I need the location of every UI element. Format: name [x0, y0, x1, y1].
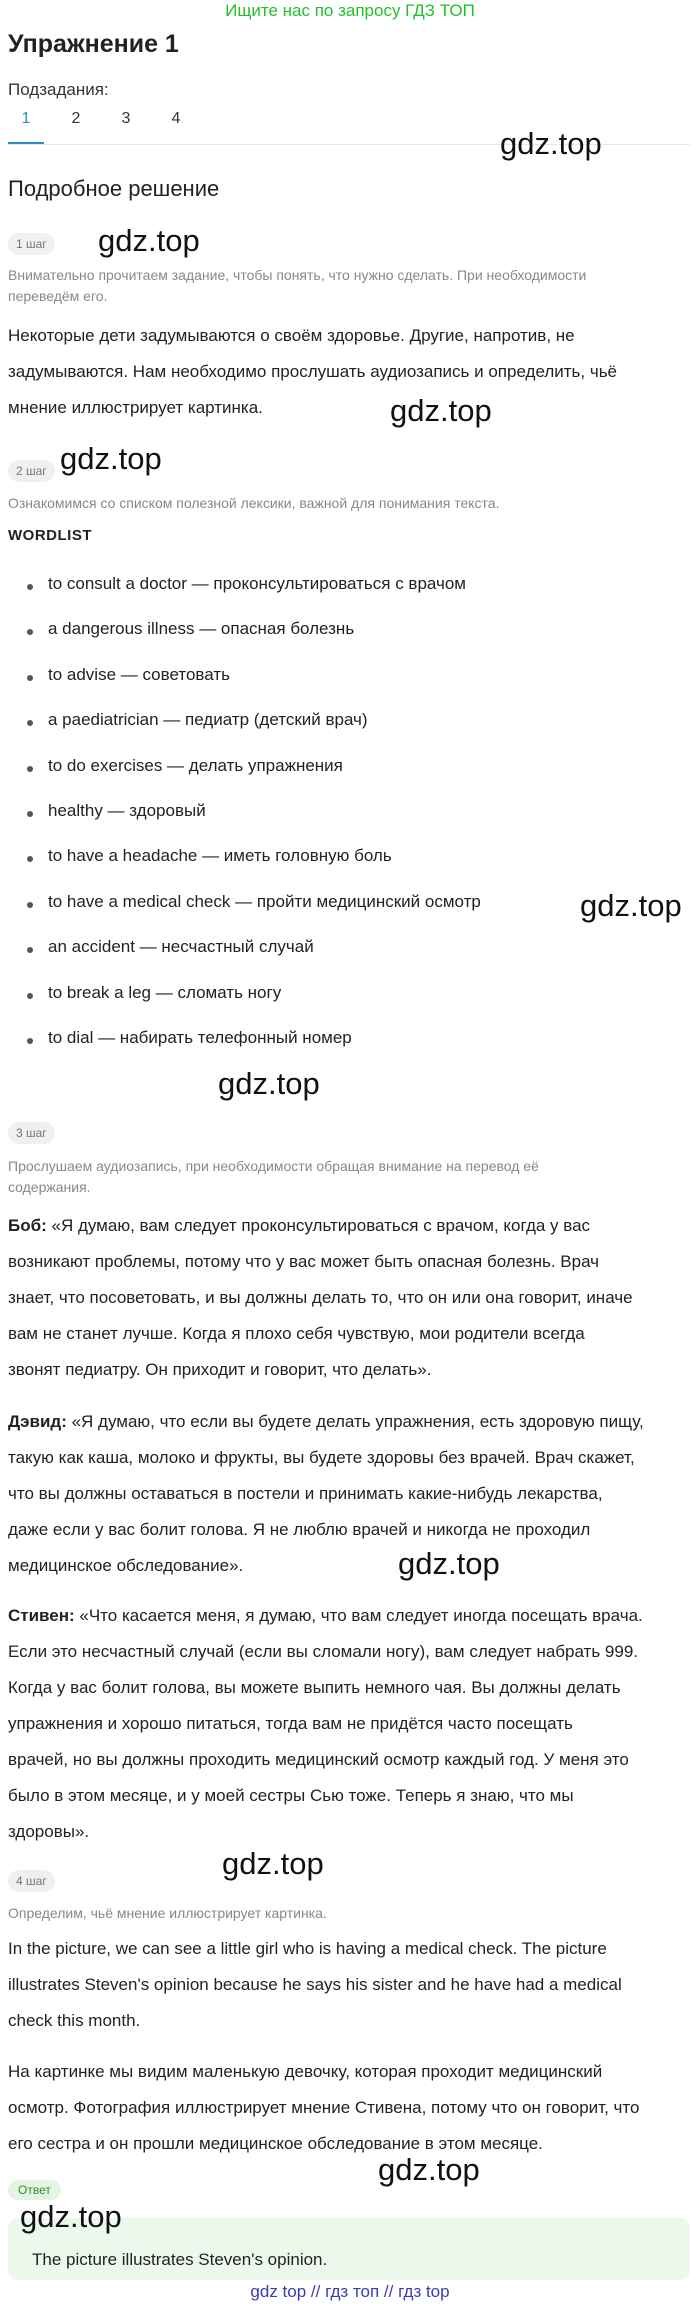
tab-4[interactable]: 4	[171, 110, 181, 127]
bullet-icon	[27, 856, 33, 862]
step1-text-line1: Некоторые дети задумываются о своём здоровье. Другие, напротив, не	[8, 326, 575, 345]
step4-en-line3: check this month.	[8, 2011, 141, 2030]
step2-hint: Ознакомимся со списком полезной лексики, важной для понимания текста.	[8, 495, 500, 511]
active-tab-indicator	[8, 142, 44, 144]
answer-text: The picture illustrates Steven's opinion.	[32, 2250, 328, 2269]
bullet-icon	[27, 993, 33, 999]
steven-line5: врачей, но вы должны проходить медицинский осмотр каждый год. У меня это	[8, 1750, 629, 1769]
step4-ru-line3: его сестра и он прошли медицинское обследование в этом месяце.	[8, 2134, 543, 2153]
bob-line3: знает, что посоветовать, и вы должны делать то, что он или она говорит, иначе	[8, 1288, 633, 1307]
bullet-icon	[27, 766, 33, 772]
watermark: gdz.top	[60, 441, 162, 476]
bullet-icon	[27, 629, 33, 635]
watermark: gdz.top	[390, 393, 492, 428]
step4-ru-line1: На картинке мы видим маленькую девочку, которая проходит медицинский	[8, 2062, 603, 2081]
bob-line1: Боб: «Я думаю, вам следует проконсультироваться с врачом, когда у вас	[8, 1216, 591, 1235]
bullet-icon	[27, 902, 33, 908]
bullet-icon	[27, 1038, 33, 1044]
list-item: to have a headache — иметь головную боль	[0, 848, 700, 893]
watermark: gdz.top	[580, 888, 682, 923]
bullet-icon	[27, 811, 33, 817]
step4-en-line2: illustrates Steven's opinion because he says his sister and he have had a medical	[8, 1975, 622, 1994]
bullet-icon	[27, 720, 33, 726]
wordlist	[0, 576, 700, 1075]
steven-line2: Если это несчастный случай (если вы сломали ногу), вам следует набрать 999.	[8, 1642, 639, 1661]
watermark: gdz.top	[500, 126, 602, 161]
solution-heading: Подробное решение	[8, 176, 220, 201]
watermark: gdz.top	[218, 1066, 320, 1101]
answer-badge: Ответ	[8, 2180, 61, 2200]
list-item: to dial — набирать телефонный номер	[0, 1030, 700, 1075]
promo-banner[interactable]: Ищите нас по запросу ГДЗ ТОП	[225, 1, 475, 20]
list-item: a paediatrician — педиатр (детский врач)	[0, 712, 700, 757]
list-item: to do exercises — делать упражнения	[0, 758, 700, 803]
step3-hint-line2: содержания.	[8, 1179, 91, 1195]
steven-line6: было в этом месяце, и у моей сестры Сью тоже. Теперь я знаю, что мы	[8, 1786, 574, 1805]
watermark: gdz.top	[398, 1546, 500, 1581]
step-badge-3: 3 шаг	[8, 1122, 55, 1144]
bullet-icon	[27, 675, 33, 681]
bullet-icon	[27, 947, 33, 953]
david-line3: что вы должны оставаться в постели и принимать какие-нибудь лекарства,	[8, 1484, 603, 1503]
step-badge-1: 1 шаг	[8, 233, 55, 255]
list-item: to consult a doctor — проконсультироваться с врачом	[0, 576, 700, 621]
step-badge-4: 4 шаг	[8, 1870, 55, 1892]
steven-line3: Когда у вас болит голова, вы можете выпить немного чая. Вы должны делать	[8, 1678, 621, 1697]
bob-line4: вам не станет лучше. Когда я плохо себя чувствую, мои родители всегда	[8, 1324, 585, 1343]
bob-line2: возникают проблемы, потому что у вас может быть опасная болезнь. Врач	[8, 1252, 600, 1271]
david-line4: даже если у вас болит голова. Я не люблю врачей и никогда не проходил	[8, 1520, 591, 1539]
tab-2[interactable]: 2	[71, 110, 81, 127]
watermark: gdz.top	[378, 2152, 480, 2187]
list-item: to have a medical check — пройти медицинский осмотр	[0, 894, 700, 939]
david-line5: медицинское обследование».	[8, 1556, 244, 1575]
step3-hint-line1: Прослушаем аудиозапись, при необходимости обращая внимание на перевод её	[8, 1158, 539, 1174]
steven-line4: упражнения и хорошо питаться, тогда вам не придётся часто посещать	[8, 1714, 573, 1733]
tab-1[interactable]: 1	[21, 110, 31, 127]
watermark: gdz.top	[20, 2199, 122, 2234]
bob-line5: звонят педиатру. Он приходит и говорит, что делать».	[8, 1360, 432, 1379]
list-item: a dangerous illness — опасная болезнь	[0, 621, 700, 666]
bullet-icon	[27, 584, 33, 590]
subtasks-label: Подзадания:	[8, 80, 109, 99]
watermark: gdz.top	[222, 1846, 324, 1881]
step4-hint: Определим, чьё мнение иллюстрирует картинка.	[8, 1905, 327, 1921]
step1-text-line2: задумываются. Нам необходимо прослушать аудиозапись и определить, чьё	[8, 362, 618, 381]
steven-line7: здоровы».	[8, 1822, 90, 1841]
steven-line1: Стивен: «Что касается меня, я думаю, что вам следует иногда посещать врача.	[8, 1606, 643, 1625]
step1-hint-line2: переведём его.	[8, 288, 108, 304]
list-item: to advise — советовать	[0, 667, 700, 712]
list-item: an accident — несчастный случай	[0, 939, 700, 984]
david-line1: Дэвид: «Я думаю, что если вы будете делать упражнения, есть здоровую пищу,	[8, 1412, 644, 1431]
watermark: gdz.top	[98, 223, 200, 258]
step1-hint-line1: Внимательно прочитаем задание, чтобы понять, что нужно сделать. При необходимости	[8, 267, 587, 283]
tab-3[interactable]: 3	[121, 110, 131, 127]
step1-text-line3: мнение иллюстрирует картинка.	[8, 398, 263, 417]
step4-en-line1: In the picture, we can see a little girl who is having a medical check. The picture	[8, 1939, 607, 1958]
list-item: to break a leg — сломать ногу	[0, 985, 700, 1030]
david-line2: такую как каша, молоко и фрукты, вы будете здоровы без врачей. Врач скажет,	[8, 1448, 635, 1467]
step-badge-2: 2 шаг	[8, 460, 55, 482]
step4-ru-line2: осмотр. Фотография иллюстрирует мнение Стивена, потому что он говорит, что	[8, 2098, 640, 2117]
page-title: Упражнение 1	[8, 30, 179, 58]
list-item: healthy — здоровый	[0, 803, 700, 848]
wordlist-title: WORDLIST	[8, 527, 92, 544]
footer-links[interactable]: gdz top // гдз топ // гдз top	[250, 2282, 450, 2301]
